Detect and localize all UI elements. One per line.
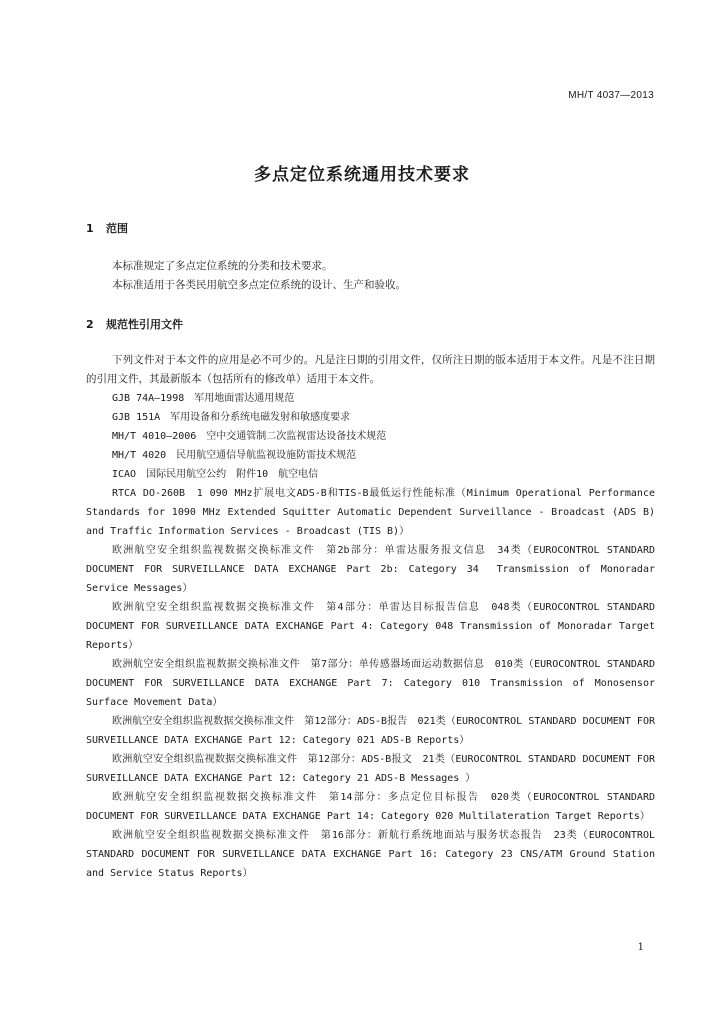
section-1-heading xyxy=(86,220,128,236)
reference-item: 欧洲航空安全组织监视数据交换标准文件 第12部分：ADS-B报告 021类（EUROCONTROL STANDARD DOCUMENT FOR SURVEILLANCE DATA EXCHANGE Part 12: Category 021 ADS-B Reports） xyxy=(86,716,655,746)
reference-item: MH/T 4020 民用航空通信导航监视设施防雷技术规范 xyxy=(112,450,357,461)
paragraph: 本标准规定了多点定位系统的分类和技术要求。 xyxy=(112,260,333,272)
reference-item: RTCA DO-260B 1 090 MHz扩展电文ADS-B和TIS-B最低运行性能标准（Minimum Operational Performance Standards for 1090 MHz Extended Squitter Automatic Dependent Surveillance - Broadcast (ADS B) and Traffic Information Services - Broadcast (TIS B)） xyxy=(86,488,655,537)
reference-item: 欧洲航空安全组织监视数据交换标准文件 第4部分：单雷达目标报告信息 048类（EUROCONTROL STANDARD DOCUMENT FOR SURVEILLANCE DATA EXCHANGE Part 4: Category 048 Transmission of Monoradar Target Reports） xyxy=(86,602,655,651)
reference-list xyxy=(86,389,655,883)
reference-item: GJB 74A—1998 军用地面雷达通用规范 xyxy=(112,393,295,404)
section-2-heading xyxy=(86,316,183,332)
document-title: 多点定位系统通用技术要求 xyxy=(254,165,470,185)
reference-item: 欧洲航空安全组织监视数据交换标准文件 第12部分：ADS-B报文 21类（EUROCONTROL STANDARD DOCUMENT FOR SURVEILLANCE DATA EXCHANGE Part 12: Category 21 ADS-B Messages ） xyxy=(86,754,655,784)
reference-item: GJB 151A 军用设备和分系统电磁发射和敏感度要求 xyxy=(112,412,351,423)
reference-item: MH/T 4010—2006 空中交通管制二次监视雷达设备技术规范 xyxy=(112,431,387,442)
section-number: 1 xyxy=(86,222,94,235)
reference-item: 欧洲航空安全组织监视数据交换标准文件 第14部分：多点定位目标报告 020类（EUROCONTROL STANDARD DOCUMENT FOR SURVEILLANCE DATA EXCHANGE Part 14: Category 020 Multilateration Target Reports） xyxy=(86,792,655,822)
paragraph: 本标准适用于各类民用航空多点定位系统的设计、生产和验收。 xyxy=(112,279,406,291)
section-number: 2 xyxy=(86,318,94,331)
reference-item: ICAO 国际民用航空公约 附件10 航空电信 xyxy=(112,469,319,480)
page-number: 1 xyxy=(637,942,644,953)
section-1-body xyxy=(86,257,655,295)
section-title: 范围 xyxy=(106,222,128,235)
intro-paragraph: 下列文件对于本文件的应用是必不可少的。凡是注日期的引用文件，仅所注日期的版本适用于本文件。凡是不注日期的引用文件，其最新版本（包括所有的修改单）适用于本文件。 xyxy=(86,354,655,385)
reference-item: 欧洲航空安全组织监视数据交换标准文件 第16部分：新航行系统地面站与服务状态报告 23类（EUROCONTROL STANDARD DOCUMENT FOR SURVEILLANCE DATA EXCHANGE Part 16: Category 23 CNS/ATM Ground Station and Service Status Reports） xyxy=(86,830,655,879)
section-title: 规范性引用文件 xyxy=(106,318,183,331)
section-2-body xyxy=(86,351,655,883)
standard-code: MH/T 4037—2013 xyxy=(568,90,654,101)
reference-item: 欧洲航空安全组织监视数据交换标准文件 第2b部分：单雷达服务报文信息 34类（EUROCONTROL STANDARD DOCUMENT FOR SURVEILLANCE DATA EXCHANGE Part 2b: Category 34 Transmission of Monoradar Service Messages） xyxy=(86,545,655,594)
reference-item: 欧洲航空安全组织监视数据交换标准文件 第7部分：单传感器场面运动数据信息 010类（EUROCONTROL STANDARD DOCUMENT FOR SURVEILLANCE DATA EXCHANGE Part 7: Category 010 Transmission of Monosensor Surface Movement Data） xyxy=(86,659,655,708)
